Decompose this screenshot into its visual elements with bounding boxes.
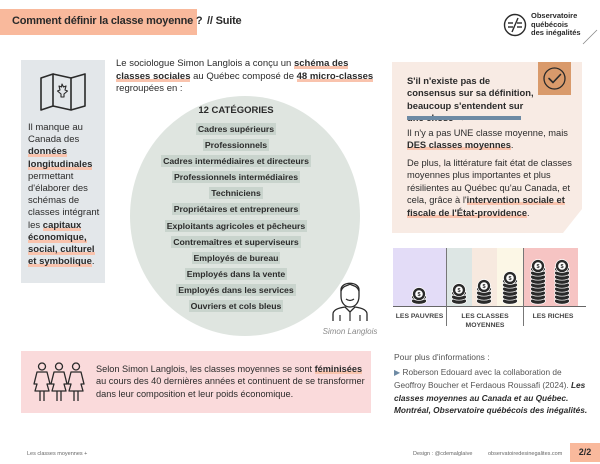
page-number: 2/2 (570, 443, 600, 462)
coins-baseline (393, 306, 586, 307)
highlighted-text: féminisées (314, 364, 363, 374)
text-run: Selon Simon Langlois, les classes moyennes se sont (96, 364, 315, 374)
coin-stack-riches-2 (555, 260, 570, 305)
footer-design-credit: Design : @cdemalglaive (413, 451, 473, 457)
highlighted-text: données longitudinales (28, 146, 93, 170)
categories-title: 12 CATÉGORIES (198, 105, 274, 116)
coin-stack-pauvres (412, 288, 427, 305)
text-run: Il manque au Canada des (28, 122, 83, 146)
category-item: Exploitants agricoles et pêcheurs (166, 220, 306, 231)
text-run: . (510, 140, 514, 151)
category-item: Employés de bureau (193, 252, 279, 263)
references-heading: Pour plus d'informations : (394, 352, 490, 362)
feminization-text (96, 363, 368, 400)
text-run: permettant d'élaborer des schémas de classes intégrant les (28, 170, 100, 231)
label-classes-moyennes: LES CLASSES MOYENNES (461, 313, 509, 329)
coin-stack-moyenne-1 (452, 284, 467, 305)
category-item: Techniciens (211, 188, 261, 199)
dollar-sign: $ (536, 264, 540, 271)
reference-title: Les classes moyennes au Canada et au Québec. Montréal, Observatoire québécois des inégalités. (394, 380, 588, 415)
text-run: regroupées en : (116, 83, 183, 94)
highlighted-text: DES classes moyennes (407, 140, 511, 151)
coin-stack-riches-1 (531, 260, 546, 305)
category-item: Cadres intermédiaires et directeurs (163, 156, 309, 167)
dollar-sign: $ (417, 292, 421, 299)
category-item: Professionnels (204, 140, 268, 151)
label-pauvres: LES PAUVRES (395, 313, 444, 320)
logo-line-1: Observatoire (531, 11, 578, 20)
category-item: Propriétaires et entrepreneurs (173, 204, 299, 215)
text-run: Le sociologue Simon Langlois a conçu un (116, 58, 294, 69)
right-panel-heading: S'il n'existe pas de consensus sur sa définition, beaucoup s'entendent sur (407, 75, 534, 111)
category-item: Employés dans la vente (186, 268, 286, 279)
reference-entry[interactable] (394, 366, 594, 416)
three-women-icon (33, 362, 87, 402)
logo-line-3: des inégalités (531, 28, 581, 37)
logo-line-2: québécois (531, 19, 569, 29)
dollar-sign: $ (560, 264, 564, 271)
reference-authors: Roberson Edouard avec la collaboration de Geoffroy Boucher et Ferdaous Roussafi (2024). (394, 367, 569, 391)
page-title: Comment définir la classe moyenne ? (12, 15, 203, 27)
category-item: Employés dans les services (178, 284, 294, 295)
highlighted-text: 48 micro-classes (296, 70, 374, 82)
category-item: Cadres supérieurs (197, 124, 275, 134)
dollar-sign: $ (457, 288, 461, 295)
text-run: au cours des 40 dernières années et continuent de se transformer dans leur composition et leur poids économique. (96, 376, 365, 399)
dollar-sign: $ (482, 284, 486, 291)
text-run: De plus, la littérature fait état de classes moyennes plus importantes et plus résilientes au Québec qu'au Canada, et cela, grâce à l' (407, 158, 572, 206)
highlighted-text: schéma des classes sociales (116, 58, 349, 82)
category-item: Contremaîtres et superviseurs (173, 236, 299, 247)
footer-series: Les classes moyennes + (27, 451, 88, 457)
person-caption: Simon Langlois (322, 327, 378, 336)
text-run: au Québec composé de (190, 70, 297, 82)
triangle-bullet-icon: ▶ (394, 368, 401, 377)
footer-website-link[interactable]: observatoiredesinegalites.com (488, 451, 563, 457)
text-run: Il n'y a pas UNE classe moyenne, mais (407, 128, 568, 138)
text-run: . (527, 207, 530, 218)
group-separator (523, 248, 524, 326)
page-subtitle: // Suite (207, 15, 242, 27)
highlighted-text: capitaux économique, social, culturel et symbolique (28, 219, 95, 268)
category-item: Professionnels intermédiaires (173, 172, 299, 183)
group-separator (446, 248, 447, 326)
category-item: Ouvriers et cols bleus (190, 301, 282, 312)
text-run: . (91, 256, 95, 268)
highlighted-text: intervention sociale et fiscale de l'État-providence (407, 195, 565, 218)
coin-stack-moyenne-3 (503, 272, 518, 305)
coin-stack-moyenne-2 (477, 280, 492, 305)
label-riches: LES RICHES (532, 313, 574, 320)
dollar-sign: $ (508, 276, 512, 283)
